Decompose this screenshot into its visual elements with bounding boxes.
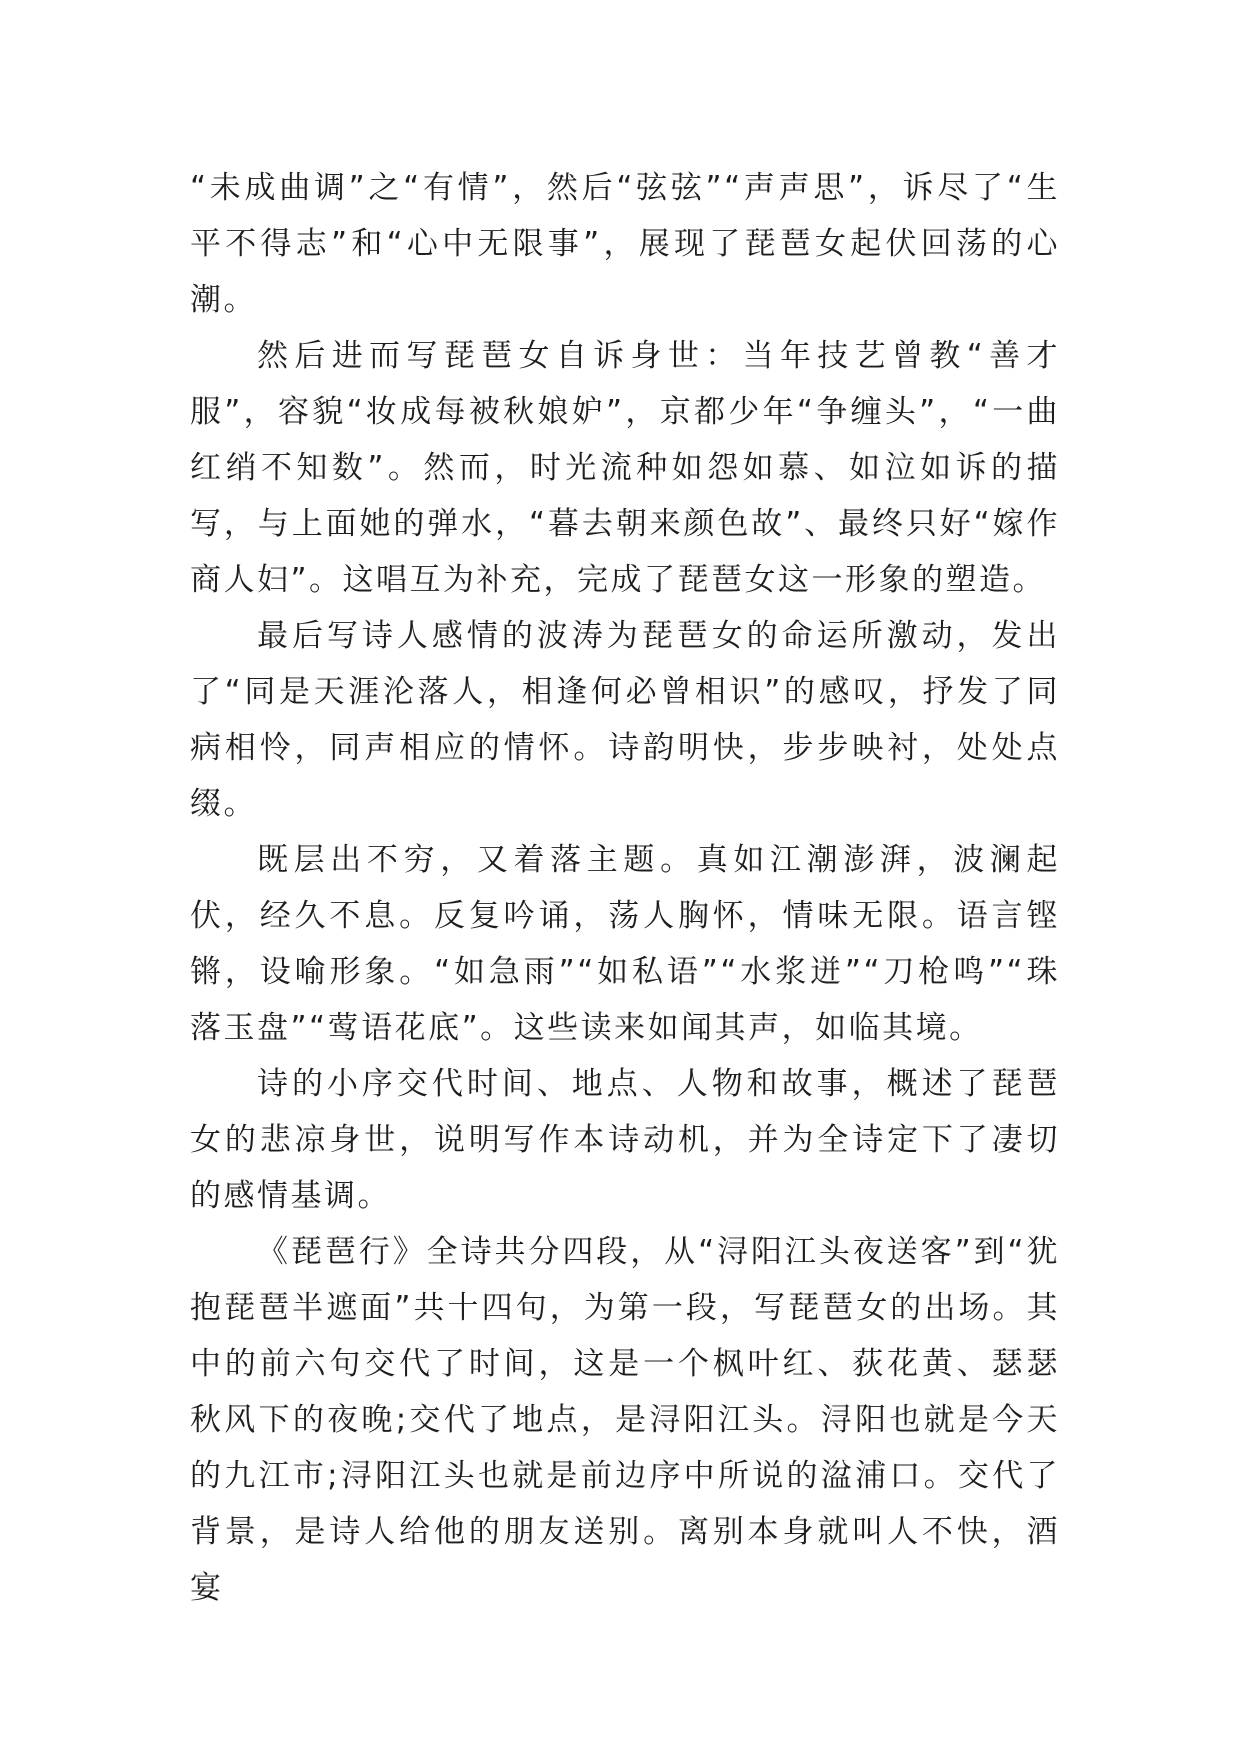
paragraph-continued: “未成曲调”之“有情”，然后“弦弦”“声声思”，诉尽了“生平不得志”和“心中无限事”，展现了琵琶女起伏回荡的心潮。	[190, 170, 1060, 318]
paragraph: 最后写诗人感情的波涛为琵琶女的命运所激动，发出了“同是天涯沦落人，相逢何必曾相识”的感叹，抒发了同病相怜，同声相应的情怀。诗韵明快，步步映衬，处处点缀。	[190, 618, 1060, 822]
body-text	[190, 160, 1060, 1616]
paragraph: 然后进而写琵琶女自诉身世：当年技艺曾教“善才服”，容貌“妆成每被秋娘妒”，京都少年“争缠头”，“一曲红绡不知数”。然而，时光流种如怨如慕、如泣如诉的描写，与上面她的弹水，“暮去朝来颜色故”、最终只好“嫁作商人妇”。这唱互为补充，完成了琵琶女这一形象的塑造。	[190, 338, 1060, 598]
paragraph: 《琵琶行》全诗共分四段，从“浔阳江头夜送客”到“犹抱琵琶半遮面”共十四句，为第一段，写琵琶女的出场。其中的前六句交代了时间，这是一个枫叶红、荻花黄、瑟瑟秋风下的夜晚;交代了地点，是浔阳江头。浔阳也就是今天的九江市;浔阳江头也就是前边序中所说的湓浦口。交代了背景，是诗人给他的朋友送别。离别本身就叫人不快，酒宴	[190, 1234, 1060, 1606]
paragraph: 既层出不穷，又着落主题。真如江潮澎湃，波澜起伏，经久不息。反复吟诵，荡人胸怀，情味无限。语言铿锵，设喻形象。“如急雨”“如私语”“水浆迸”“刀枪鸣”“珠落玉盘”“莺语花底”。这些读来如闻其声，如临其境。	[190, 842, 1060, 1046]
paragraph: 诗的小序交代时间、地点、人物和故事，概述了琵琶女的悲凉身世，说明写作本诗动机，并为全诗定下了凄切的感情基调。	[190, 1066, 1060, 1214]
